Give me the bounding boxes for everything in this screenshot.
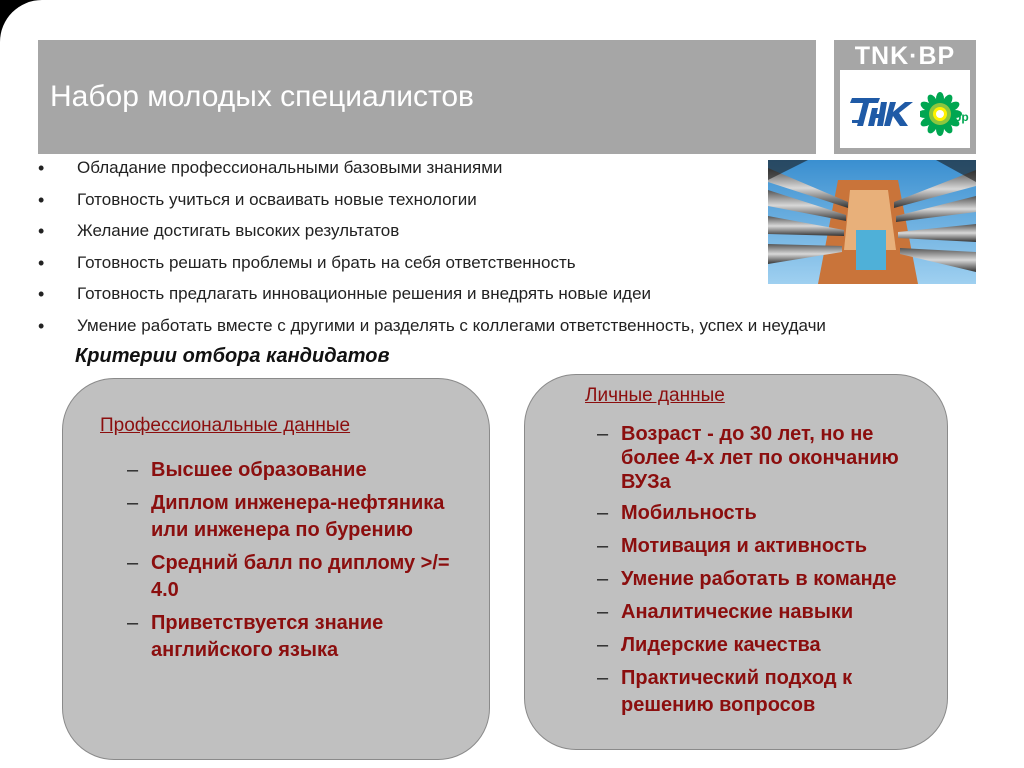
personal-data-list <box>595 422 935 725</box>
company-logo <box>834 40 976 154</box>
page-title: Набор молодых специалистов <box>50 80 474 113</box>
bp-wordmark: bp <box>954 110 969 124</box>
requirement-item: • Готовность предлагать инновационные решения и внедрять новые идеи <box>38 282 826 314</box>
tnk-logo-icon <box>850 92 914 128</box>
requirement-item: • Желание достигать высоких результатов <box>38 219 826 251</box>
drilling-rig-photo <box>768 160 976 284</box>
professional-data-title: Профессиональные данные <box>100 415 351 436</box>
list-item: – Приветствуется знание английского языка <box>125 610 465 664</box>
list-item: – Умение работать в команде <box>595 566 935 593</box>
list-item: – Лидерские качества <box>595 632 935 659</box>
requirement-item: • Готовность решать проблемы и брать на себя ответственность <box>38 251 826 283</box>
personal-data-title: Личные данные <box>585 385 725 406</box>
requirement-item: • Умение работать вместе с другими и разделять с коллегами ответственность, успех и неудачи <box>38 314 826 346</box>
requirement-item: • Готовность учиться и осваивать новые технологии <box>38 188 826 220</box>
title-bar <box>38 40 816 154</box>
list-item: – Возраст - до 30 лет, но не более 4-х лет по окончанию ВУЗа <box>595 422 935 494</box>
list-item: – Диплом инженера-нефтяника или инженера по бурению <box>125 490 465 544</box>
logo-brand-text: TNK·BP <box>854 42 956 70</box>
list-item: – Средний балл по диплому >/= 4.0 <box>125 550 465 604</box>
criteria-heading: Критерии отбора кандидатов <box>75 345 390 367</box>
professional-data-list <box>125 457 465 670</box>
list-item: – Практический подход к решению вопросов <box>595 665 935 719</box>
personal-data-panel <box>524 374 948 750</box>
requirements-list <box>38 156 826 345</box>
professional-data-panel <box>62 378 490 760</box>
list-item: – Мотивация и активность <box>595 533 935 560</box>
list-item: – Высшее образование <box>125 457 465 484</box>
requirement-item: • Обладание профессиональными базовыми знаниями <box>38 156 826 188</box>
list-item: – Аналитические навыки <box>595 599 935 626</box>
logo-inner <box>840 70 970 148</box>
list-item: – Мобильность <box>595 500 935 527</box>
